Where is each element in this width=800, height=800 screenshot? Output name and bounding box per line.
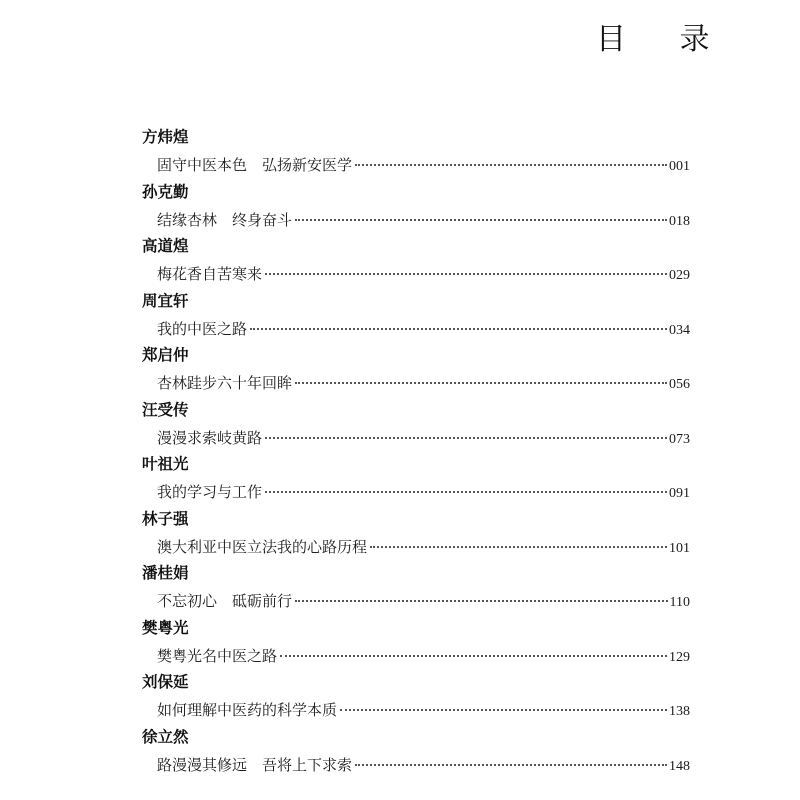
page-number: 029	[669, 268, 690, 283]
author-name: 汪受传	[142, 400, 189, 419]
dot-leader	[295, 599, 668, 602]
dot-leader	[340, 708, 667, 711]
author-name: 刘保延	[142, 673, 189, 691]
toc-entry[interactable]	[142, 726, 690, 781]
author-name: 郑启仲	[142, 346, 189, 364]
article-title[interactable]: 我的学习与工作	[157, 483, 263, 501]
page-number: 034	[669, 322, 690, 338]
toc-line[interactable]	[157, 753, 690, 777]
dot-leader	[295, 218, 667, 221]
toc-entry[interactable]	[142, 181, 690, 236]
toc-line[interactable]	[157, 426, 690, 450]
toc-line[interactable]	[157, 480, 690, 504]
toc-entry[interactable]	[142, 453, 690, 508]
author-name: 潘桂娟	[142, 564, 189, 582]
article-title[interactable]: 如何理解中医药的科学本质	[157, 701, 338, 719]
page-number: 091	[669, 486, 690, 501]
author-name: 林子强	[142, 509, 189, 528]
article-title[interactable]: 结缘杏林 终身奋斗	[157, 210, 293, 229]
toc-line[interactable]	[157, 208, 690, 232]
dot-leader	[355, 163, 667, 166]
article-title[interactable]: 不忘初心 砥砺前行	[157, 592, 293, 610]
dot-leader	[250, 327, 667, 330]
toc-entry[interactable]	[142, 671, 690, 726]
article-title[interactable]: 澳大利亚中医立法我的心路历程	[157, 537, 368, 556]
toc-line[interactable]	[157, 644, 690, 668]
author-name: 孙克勤	[142, 182, 189, 201]
author-name: 方炜煌	[142, 128, 189, 146]
page-number: 129	[669, 649, 690, 665]
toc-entry[interactable]	[142, 235, 690, 290]
toc-entry[interactable]	[142, 344, 690, 399]
author-name: 樊粤光	[142, 618, 189, 637]
page-number: 148	[669, 758, 690, 774]
article-title[interactable]: 樊粤光名中医之路	[157, 646, 278, 665]
toc-line[interactable]	[157, 535, 690, 559]
dot-leader	[265, 436, 667, 439]
article-title[interactable]: 固守中医本色 弘扬新安医学	[157, 156, 353, 174]
article-title[interactable]: 漫漫求索岐黄路	[157, 428, 263, 447]
toc-entry[interactable]	[142, 290, 690, 345]
toc-entry[interactable]	[142, 126, 690, 181]
toc-entry[interactable]	[142, 617, 690, 672]
page-number: 018	[669, 213, 690, 229]
article-title[interactable]: 路漫漫其修远 吾将上下求索	[157, 755, 353, 774]
toc-line[interactable]	[157, 698, 690, 722]
dot-leader	[370, 545, 667, 548]
dot-leader	[355, 763, 667, 766]
toc-entry[interactable]	[142, 399, 690, 454]
article-title[interactable]: 我的中医之路	[157, 319, 248, 338]
page-number: 001	[669, 159, 690, 174]
dot-leader	[280, 654, 667, 657]
toc-entry[interactable]	[142, 508, 690, 563]
author-name: 徐立然	[142, 727, 189, 746]
toc-list	[142, 126, 690, 780]
toc-line[interactable]	[157, 262, 690, 286]
page-number: 138	[669, 704, 690, 719]
page-number: 101	[669, 540, 690, 556]
page-number: 110	[669, 595, 690, 610]
toc-line[interactable]	[157, 317, 690, 341]
toc-line[interactable]	[157, 589, 690, 613]
article-title[interactable]: 杏林跬步六十年回眸	[157, 374, 293, 392]
page-number: 073	[669, 431, 690, 447]
dot-leader	[265, 490, 667, 493]
article-title[interactable]: 梅花香自苦寒来	[157, 265, 263, 283]
dot-leader	[265, 272, 667, 275]
toc-entry[interactable]	[142, 562, 690, 617]
toc-line[interactable]	[157, 153, 690, 177]
author-name: 叶祖光	[142, 455, 189, 473]
dot-leader	[295, 381, 667, 384]
author-name: 高道煌	[142, 237, 189, 255]
page-number: 056	[669, 377, 690, 392]
page-title: 目 录	[596, 22, 732, 57]
toc-line[interactable]	[157, 371, 690, 395]
author-name: 周宜轩	[142, 291, 189, 310]
